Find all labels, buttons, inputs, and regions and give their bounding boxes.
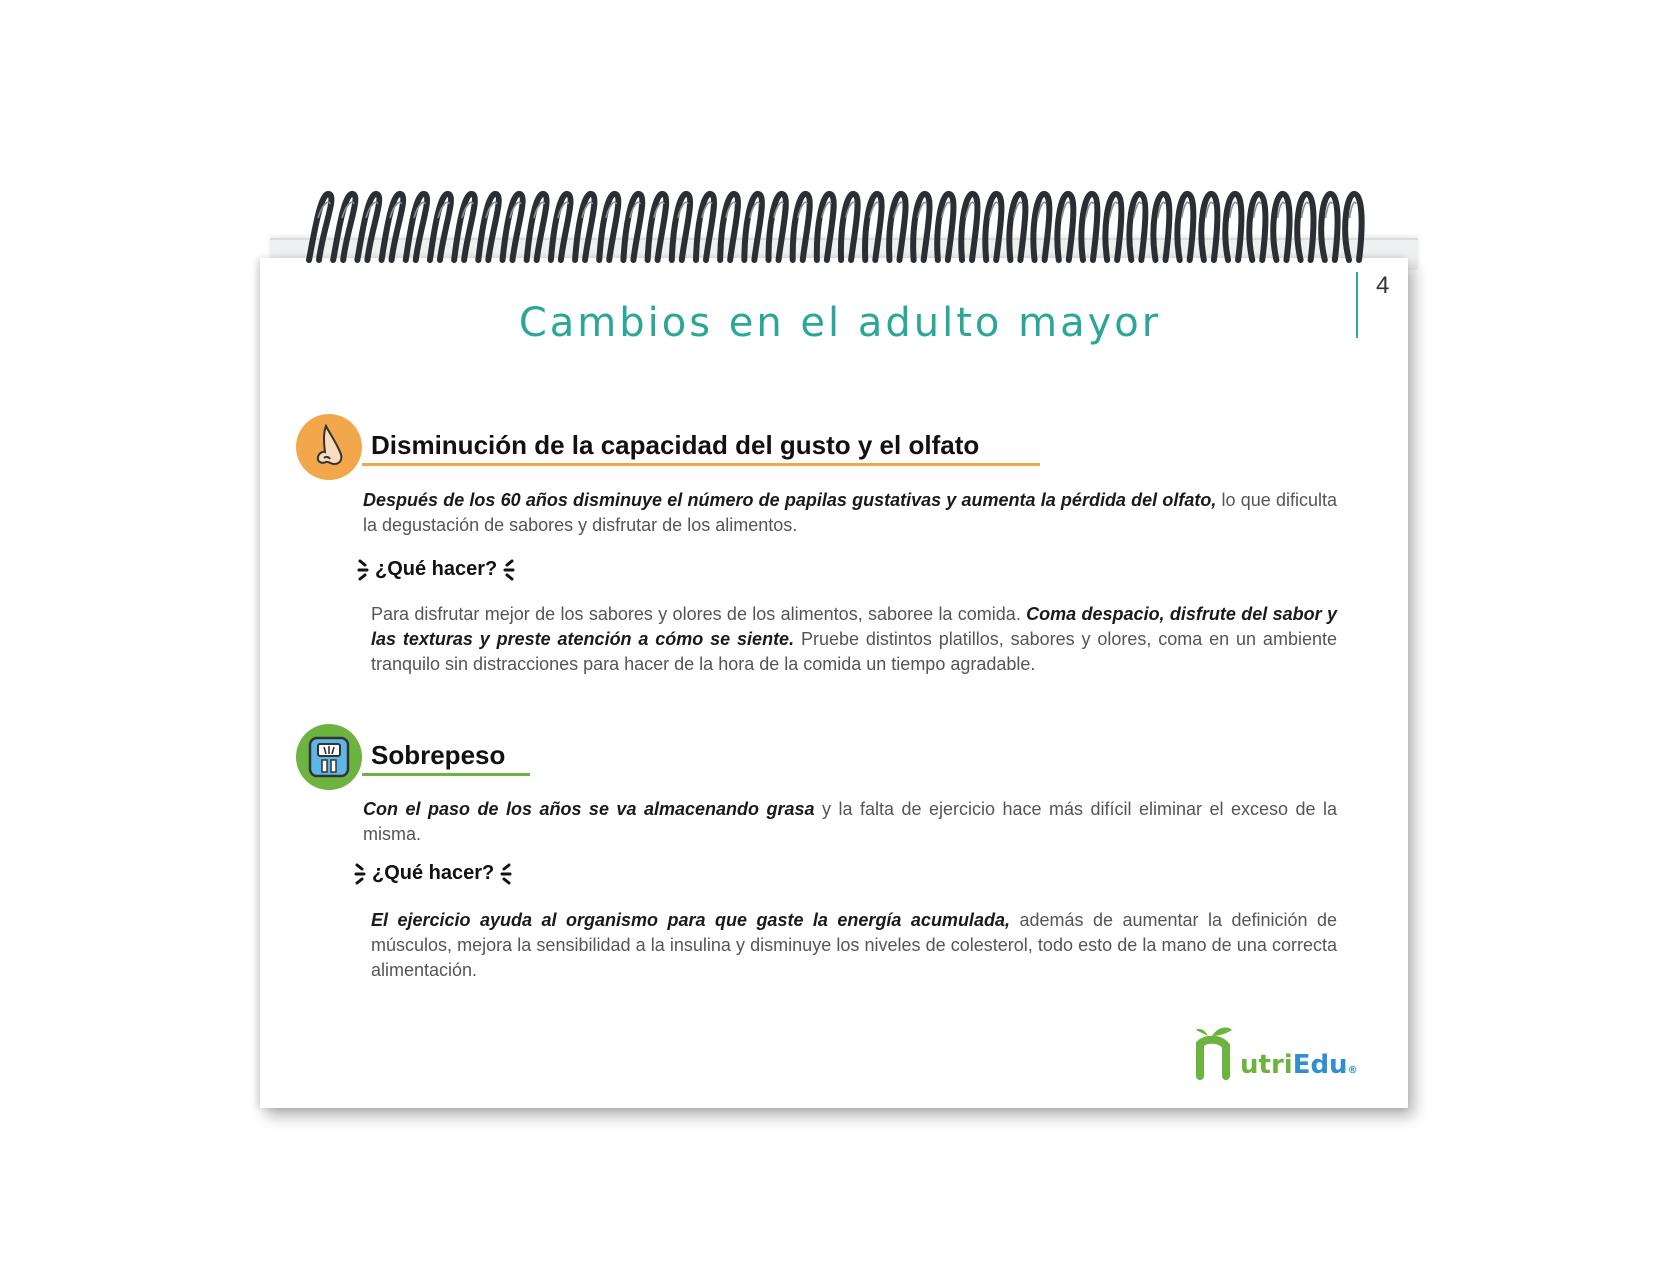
advice-paragraph-taste: Para disfrutar mejor de los sabores y olores de los alimentos, saboree la comida. Coma despacio, disfrute del sabor y las texturas y preste atención a cómo se siente. Pruebe distintos platillos, sabores y olores, coma en un ambiente tranquilo sin distracciones para hacer de la hora de la comida un tiempo agradable. [371, 604, 1337, 674]
intro-paragraph-taste [363, 488, 1337, 538]
advice-bold: El ejercicio ayuda al organismo para que gaste la energía acumulada, [371, 910, 1010, 930]
spiral-binding [300, 188, 1370, 268]
what-to-do-label: ¿Qué hacer? [357, 558, 515, 581]
intro-bold: Después de los 60 años disminuye el número de papilas gustativas y aumenta la pérdida del olfato, [363, 490, 1217, 510]
spiral-coil [454, 194, 475, 260]
spiral-coil [527, 194, 547, 260]
spiral-coil [406, 194, 427, 260]
page-title: Cambios en el adulto mayor [518, 300, 1162, 346]
spiral-coil [430, 194, 451, 260]
spiral-coil [382, 194, 404, 260]
sparkle-icon [501, 559, 515, 581]
spiral-coil [575, 194, 594, 260]
spiral-coil [357, 194, 379, 260]
spiral-coil [478, 194, 498, 260]
advice-bold: Coma despacio, disfrute del sabor y las texturas y preste atención a cómo se siente. [371, 604, 1337, 649]
intro-bold: Con el paso de los años se va almacenando grasa [363, 799, 815, 819]
sparkle-icon [498, 863, 512, 885]
section-heading-overweight: Sobrepeso [371, 740, 506, 770]
sparkle-icon [357, 559, 371, 581]
sparkle-icon [354, 863, 368, 885]
intro-text: y la falta de ejercicio hace más difícil eliminar el exceso de la misma. [363, 799, 1337, 844]
spiral-coil [1009, 194, 1025, 260]
spiral-coil [333, 194, 355, 260]
spiral-coil [961, 194, 977, 260]
spiral-coil [502, 194, 522, 260]
nose-icon [296, 414, 362, 480]
intro-text: lo que dificulta la degustación de sabores y disfrutar de los alimentos. [363, 490, 1337, 535]
advice-paragraph-overweight: El ejercicio ayuda al organismo para que gaste la energía acumulada, además de aumentar la definición de músculos, mejora la sensibilidad a la insulina y disminuye los niveles de colesterol, todo esto de la mano de una correcta alimentación. [371, 910, 1337, 980]
heading-underline [362, 463, 1040, 466]
intro-paragraph-overweight [363, 797, 1337, 847]
spiral-coil [309, 194, 331, 260]
scale-icon [296, 724, 362, 790]
spiral-coil [985, 194, 1001, 260]
logo-wordmark: utriEdu® [1240, 1050, 1358, 1080]
what-to-do-label: ¿Qué hacer? [354, 862, 512, 885]
section-heading-taste: Disminución de la capacidad del gusto y el olfato [371, 430, 980, 460]
spiral-coil [551, 194, 571, 260]
page-number: 4 [1356, 272, 1406, 338]
heading-underline [362, 773, 530, 776]
